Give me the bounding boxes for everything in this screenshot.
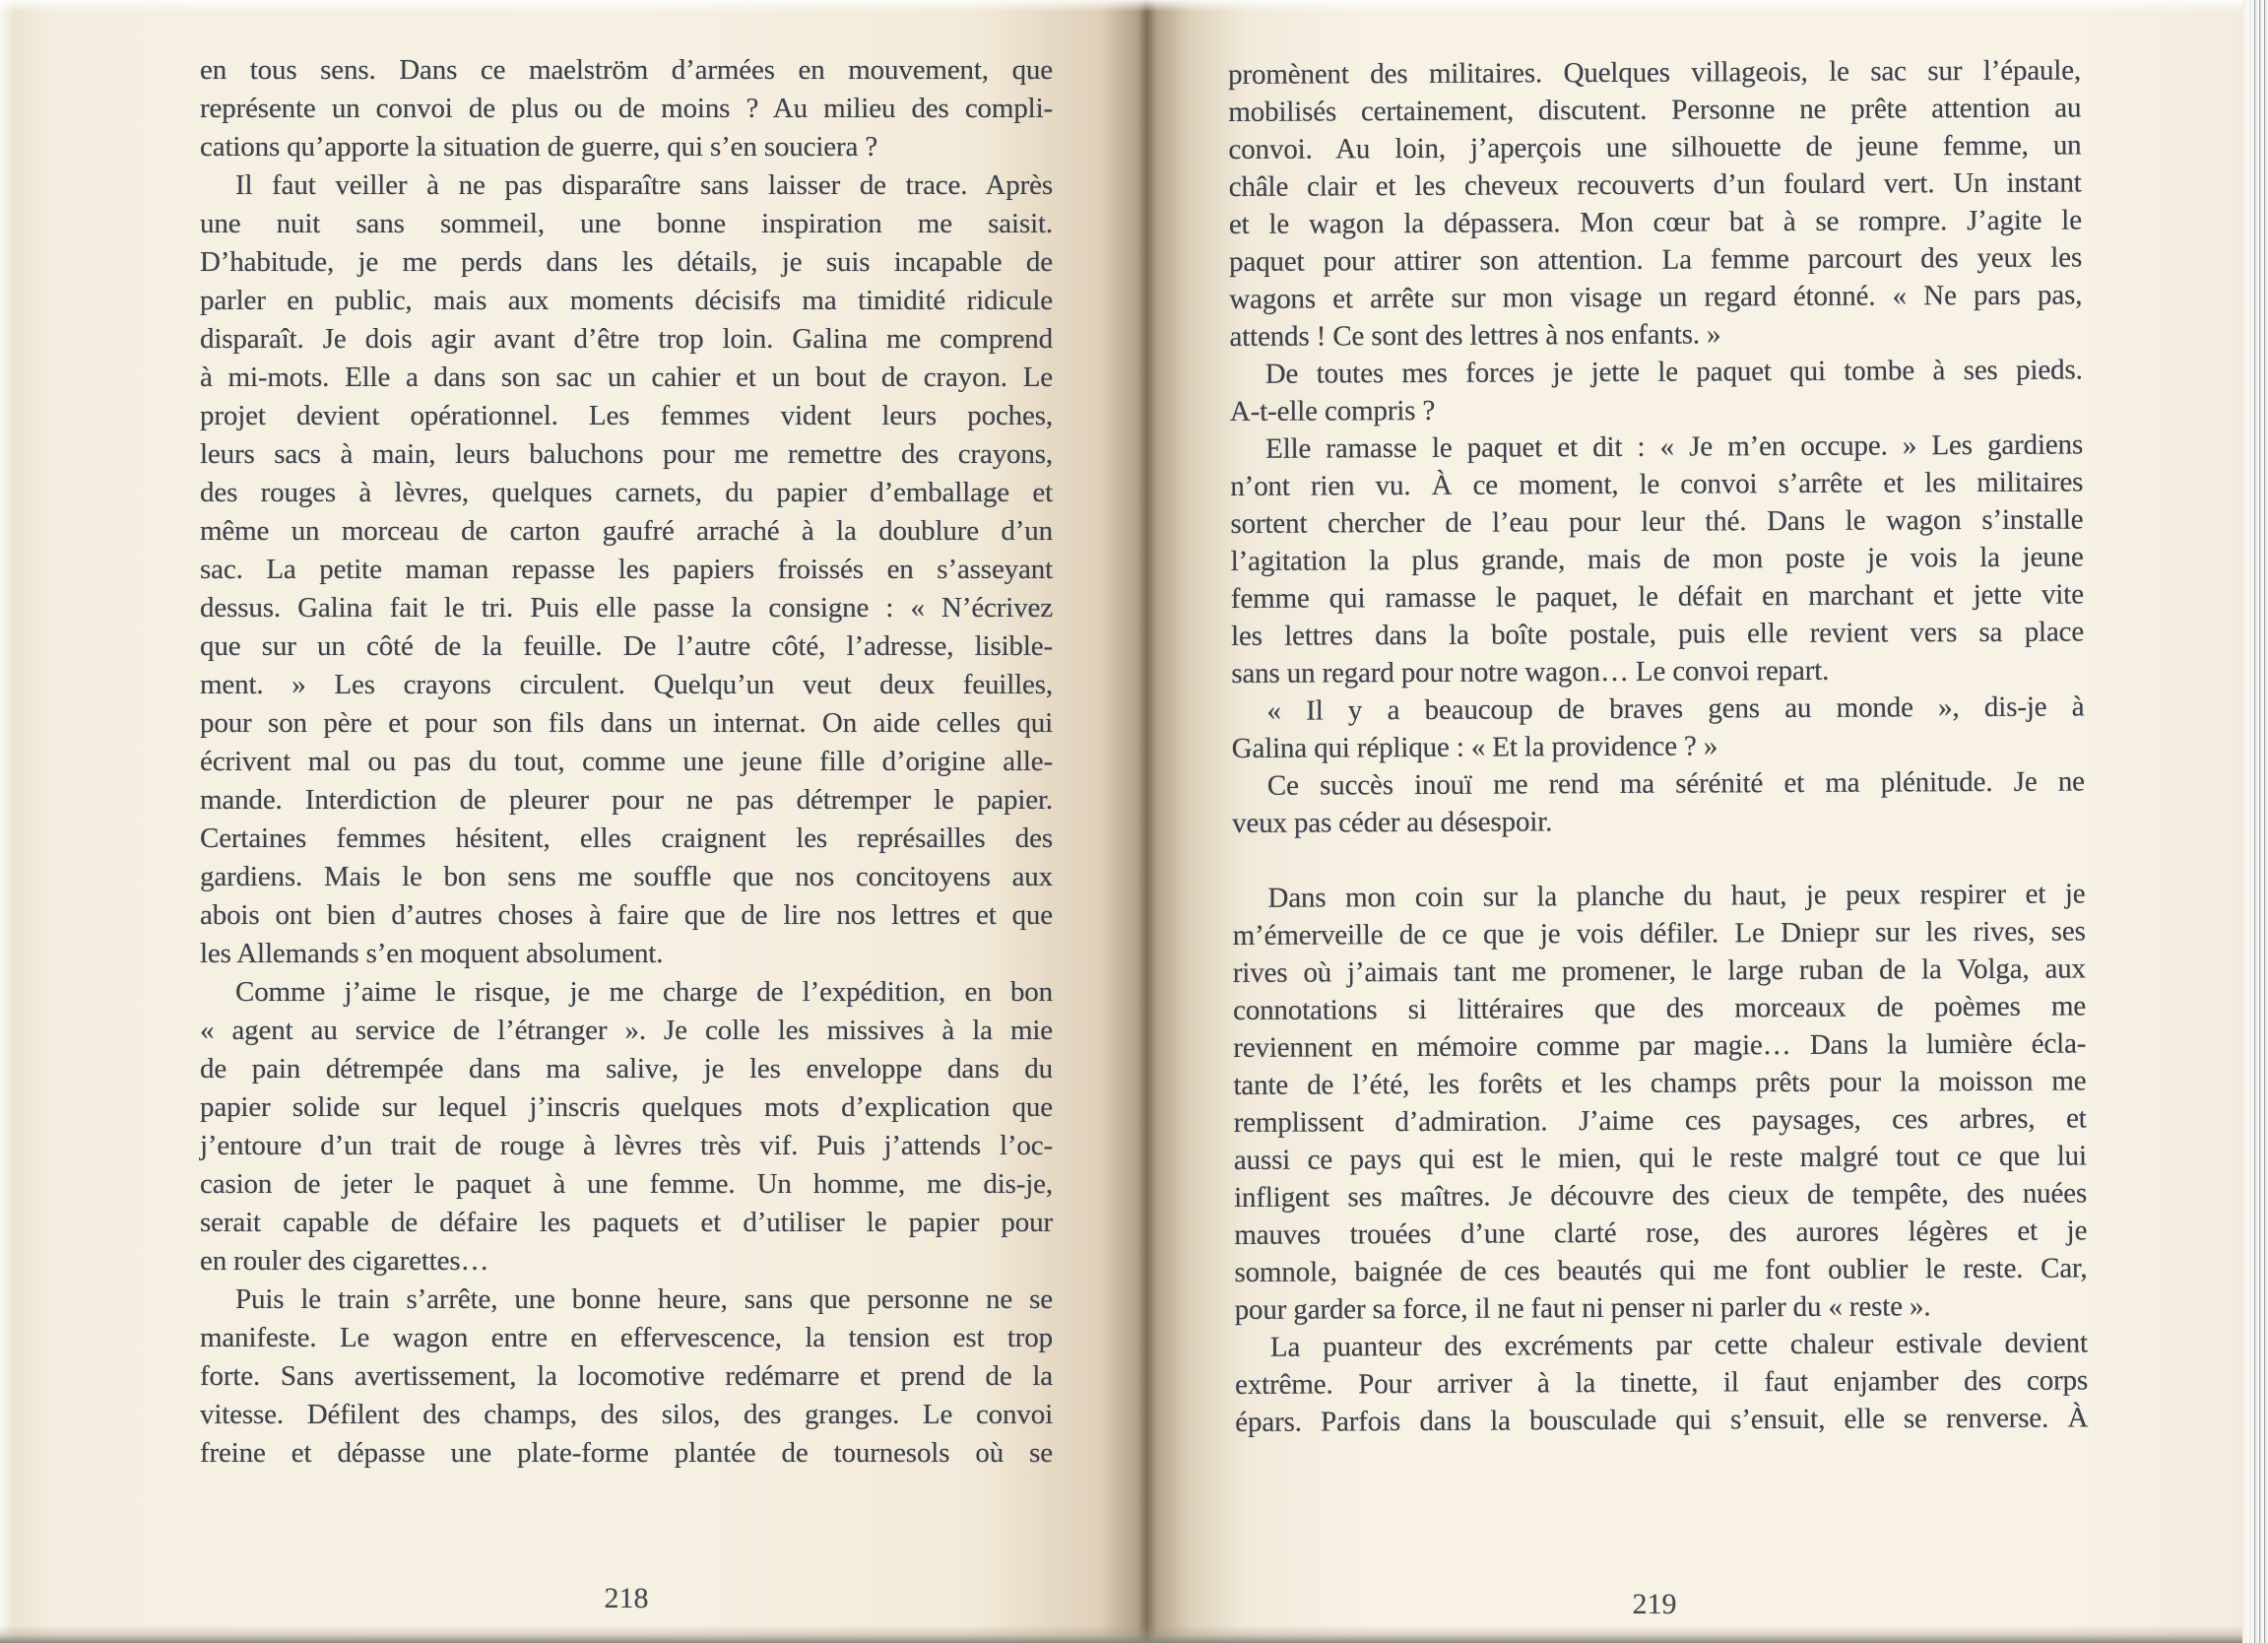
text-line: sans un regard pour notre wagon… Le convoi repart. <box>1231 654 1830 690</box>
text-line: « agent au service de l’étranger ». Je colle les missives à la mie <box>200 1015 1053 1046</box>
text-line: de pain détrempée dans ma salive, je les enveloppe dans du <box>200 1053 1053 1084</box>
page-left-text-column <box>200 51 1053 1473</box>
text-line: mande. Interdiction de pleurer pour ne pas détremper le papier. <box>200 784 1053 816</box>
text-line: parler en public, mais aux moments décisifs ma timidité ridicule <box>200 285 1053 316</box>
text-line: en tous sens. Dans ce maelström d’armées en mouvement, que <box>200 54 1053 86</box>
text-line: pour son père et pour son fils dans un internat. On aide celles qui <box>200 707 1053 739</box>
page-right-text-column <box>1228 51 2088 1441</box>
text-line: dessus. Galina fait le tri. Puis elle passe la consigne : « N’écrivez <box>200 592 1053 624</box>
text-line: à mi-mots. Elle a dans son sac un cahier et un bout de crayon. Le <box>200 361 1053 393</box>
text-line: que sur un côté de la feuille. De l’autre côté, l’adresse, lisible- <box>200 630 1053 662</box>
text-line: vitesse. Défilent des champs, des silos, des granges. Le convoi <box>200 1399 1053 1430</box>
text-line: les lettres dans la boîte postale, puis elle revient vers sa place <box>1231 616 2085 652</box>
text-line: promènent des militaires. Quelques villageois, le sac sur l’épaule, <box>1228 54 2082 91</box>
text-line: reviennent en mémoire comme par magie… Dans la lumière écla- <box>1233 1027 2087 1064</box>
text-line: mauves trouées d’une clarté rose, des aurores légères et je <box>1234 1215 2088 1251</box>
text-line: gardiens. Mais le bon sens me souffle que nos concitoyens aux <box>200 861 1053 892</box>
text-line: ment. » Les crayons circulent. Quelqu’un veut deux feuilles, <box>200 669 1053 700</box>
text-line: casion de jeter le paquet à une femme. Un homme, me dis-je, <box>200 1168 1053 1200</box>
text-line: attends ! Ce sont des lettres à nos enfants. » <box>1229 318 1721 353</box>
text-line: leurs sacs à main, leurs baluchons pour me remettre des crayons, <box>200 438 1053 470</box>
text-line: Comme j’aime le risque, je me charge de l’expédition, en bon <box>235 976 1053 1008</box>
text-line: j’entoure d’un trait de rouge à lèvres très vif. Puis j’attends l’oc- <box>200 1130 1053 1161</box>
text-line: wagons et arrête sur mon visage un regard étonné. « Ne pars pas, <box>1229 279 2083 315</box>
text-line: « Il y a beaucoup de braves gens au monde », dis-je à <box>1266 690 2085 727</box>
text-line: abois ont bien d’autres choses à faire que de lire nos lettres et que <box>200 899 1053 931</box>
text-line: infligent ses maîtres. Je découvre des cieux de tempête, des nuées <box>1233 1177 2088 1214</box>
text-line: aussi ce pays qui est le mien, qui le reste malgré tout ce que lui <box>1233 1140 2087 1176</box>
text-line: Il faut veiller à ne pas disparaître sans laisser de trace. Après <box>235 169 1053 201</box>
text-line: disparaît. Je dois agir avant d’être trop loin. Galina me comprend <box>200 323 1053 355</box>
page-left-number: 218 <box>604 1582 649 1614</box>
page-right-number: 219 <box>1632 1588 1677 1620</box>
text-line: mobilisés certainement, discutent. Personne ne prête attention au <box>1228 92 2082 128</box>
text-line: Dans mon coin sur la planche du haut, je peux respirer et je <box>1267 878 2086 914</box>
text-line: manifeste. Le wagon entre en effervescence, la tension est trop <box>200 1322 1053 1353</box>
book-bottom-edge <box>0 1625 2268 1643</box>
text-line: cations qu’apporte la situation de guerre, qui s’en souciera ? <box>200 131 878 163</box>
text-line: D’habitude, je me perds dans les détails, je suis incapable de <box>200 246 1053 278</box>
text-line: représente un convoi de plus ou de moins ? Au milieu des compli- <box>200 93 1053 124</box>
text-line: La puanteur des excréments par cette chaleur estivale devient <box>1269 1327 2088 1363</box>
text-line: les Allemands s’en moquent absolument. <box>200 938 664 969</box>
page-stack-right-edge <box>2242 0 2268 1643</box>
text-line: connotations si littéraires que des morceaux de poèmes me <box>1232 990 2087 1026</box>
text-line: épars. Parfois dans la bousculade qui s’ensuit, elle se renverse. À <box>1235 1402 2089 1438</box>
text-line: paquet pour attirer son attention. La femme parcourt des yeux les <box>1229 241 2083 278</box>
text-line: projet devient opérationnel. Les femmes vident leurs poches, <box>200 400 1053 431</box>
section-break-gap <box>1232 837 2085 880</box>
text-line: extrême. Pour arriver à la tinette, il faut enjamber des corps <box>1234 1364 2089 1401</box>
text-line: sac. La petite maman repasse les papiers froissés en s’asseyant <box>200 554 1053 585</box>
text-line: remplissent d’admiration. J’aime ces paysages, ces arbres, et <box>1233 1102 2087 1139</box>
text-line: une nuit sans sommeil, une bonne inspiration me saisit. <box>200 208 1053 239</box>
text-line: pour garder sa force, il ne faut ni penser ni parler du « reste ». <box>1234 1290 1931 1326</box>
text-line: m’émerveille de ce que je vois défiler. Le Dniepr sur les rives, ses <box>1232 915 2086 952</box>
text-line: châle clair et les cheveux recouverts d’un foulard vert. Un instant <box>1228 166 2082 203</box>
scan-top-edge <box>0 0 2242 12</box>
text-line: et le wagon la dépassera. Mon cœur bat à se rompre. J’agite le <box>1228 204 2082 240</box>
text-line: veux pas céder au désespoir. <box>1231 806 1553 839</box>
text-line: A-t-elle compris ? <box>1229 394 1436 427</box>
text-line: Ce succès inouï me rend ma sérénité et ma plénitude. Je ne <box>1266 765 2085 802</box>
text-line: en rouler des cigarettes… <box>200 1245 489 1277</box>
text-line: des rouges à lèvres, quelques carnets, du papier d’emballage et <box>200 477 1053 508</box>
text-line: sortent chercher de l’eau pour leur thé. Dans le wagon s’installe <box>1230 503 2084 540</box>
text-line: papier solide sur lequel j’inscris quelques mots d’explication que <box>200 1091 1053 1123</box>
text-line: l’agitation la plus grande, mais de mon poste je vois la jeune <box>1230 541 2084 577</box>
text-line: Galina qui réplique : « Et la providence ? » <box>1231 730 1718 764</box>
text-line: Certaines femmes hésitent, elles craignent les représailles des <box>200 822 1053 854</box>
text-line: freine et dépasse une plate-forme plantée de tournesols où se <box>200 1437 1053 1469</box>
text-line: convoi. Au loin, j’aperçois une silhouette de jeune femme, un <box>1228 129 2082 165</box>
scan-left-edge <box>0 0 14 1643</box>
text-line: serait capable de défaire les paquets et d’utiliser le papier pour <box>200 1207 1053 1238</box>
text-line: femme qui ramasse le paquet, le défait en marchant et jette vite <box>1230 578 2084 615</box>
text-line: tante de l’été, les forêts et les champs prêts pour la moisson me <box>1233 1065 2087 1101</box>
page-right <box>1146 0 2268 1643</box>
text-line: Puis le train s’arrête, une bonne heure, sans que personne ne se <box>235 1283 1053 1315</box>
text-line: n’ont rien vu. À ce moment, le convoi s’arrête et les militaires <box>1230 466 2084 502</box>
text-line: somnole, baignée de ces beautés qui me font oublier le reste. Car, <box>1234 1252 2088 1288</box>
text-line: forte. Sans avertissement, la locomotive redémarre et prend de la <box>200 1360 1053 1392</box>
text-line: De toutes mes forces je jette le paquet qui tombe à ses pieds. <box>1264 354 2083 390</box>
text-line: Elle ramasse le paquet et dit : « Je m’en occupe. » Les gardiens <box>1265 428 2084 465</box>
text-line: écrivent mal ou pas du tout, comme une jeune fille d’origine alle- <box>200 746 1053 777</box>
text-line: même un morceau de carton gaufré arraché à la doublure d’un <box>200 515 1053 547</box>
text-line: rives où j’aimais tant me promener, le large ruban de la Volga, aux <box>1232 953 2086 989</box>
